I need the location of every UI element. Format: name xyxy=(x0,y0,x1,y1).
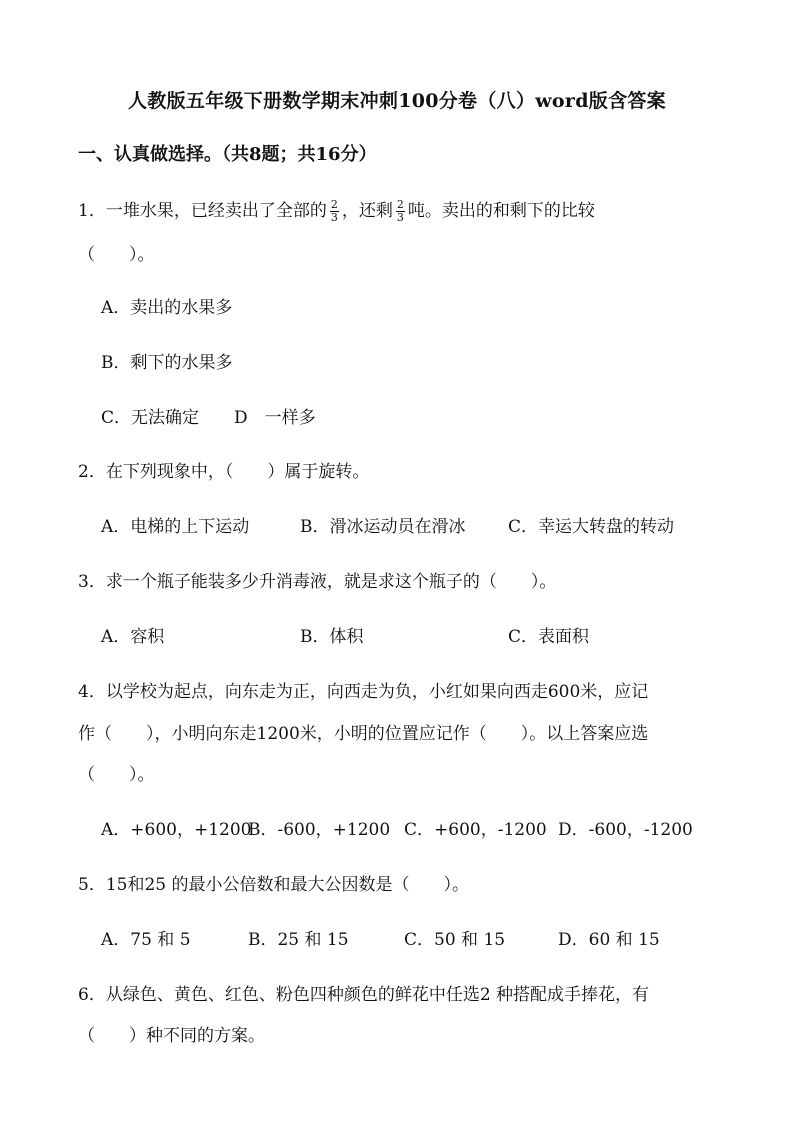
section-heading: 一、认真做选择。（共8题；共16分） xyxy=(78,144,377,165)
question-1-option-c: C．无法确定 xyxy=(101,408,200,428)
question-3-option-b: B．体积 xyxy=(300,627,364,647)
question-3-option-a: A．容积 xyxy=(101,627,165,647)
question-1-suffix: 吨。卖出的和剩下的比较 xyxy=(407,201,595,221)
question-1-option-b: B．剩下的水果多 xyxy=(101,353,233,373)
question-6-line-1: 6．从绿色、黄色、红色、粉色四种颜色的鲜花中任选2 种搭配成手捧花，有 xyxy=(78,985,650,1005)
question-4-option-d: D．-600，-1200 xyxy=(558,820,693,840)
question-6-line-2: （ ）种不同的方案。 xyxy=(78,1026,265,1046)
question-5-option-d: D．60 和 15 xyxy=(558,930,660,950)
question-2-option-a: A．电梯的上下运动 xyxy=(101,517,250,537)
question-5-option-a: A．75 和 5 xyxy=(101,930,191,950)
question-5-option-c: C．50 和 15 xyxy=(404,930,506,950)
question-1-option-d: D 一样多 xyxy=(234,408,316,428)
question-4-line-3: （ ）。 xyxy=(78,765,155,785)
document-title: 人教版五年级下册数学期末冲刺100分卷（八）word版含答案 xyxy=(128,90,666,112)
question-3-text: 3．求一个瓶子能装多少升消毒液，就是求这个瓶子的（ ）。 xyxy=(78,572,557,592)
question-4-line-1: 4．以学校为起点，向东走为正，向西走为负，小红如果向西走600米，应记 xyxy=(78,682,649,702)
question-5-option-b: B．25 和 15 xyxy=(248,930,349,950)
question-3-option-c: C．表面积 xyxy=(508,627,590,647)
question-4-line-2: 作（ ），小明向东走1200米，小明的位置应记作（ ）。以上答案应选 xyxy=(78,724,649,744)
question-1-line-1 xyxy=(78,196,595,224)
question-1-prefix: 1．一堆水果，已经卖出了全部的 xyxy=(78,201,327,221)
question-2-option-c: C．幸运大转盘的转动 xyxy=(508,517,675,537)
question-1-mid: ，还剩 xyxy=(341,201,393,221)
question-4-option-a: A．+600，+1200 xyxy=(101,820,252,840)
fraction-two-thirds-2: $\frac{2}{3}$ xyxy=(396,198,404,224)
question-1-option-a: A．卖出的水果多 xyxy=(101,298,233,318)
question-1-line-2: （ ）。 xyxy=(78,245,155,265)
question-5-text: 5．15和25 的最小公倍数和最大公因数是（ ）。 xyxy=(78,875,469,895)
question-2-option-b: B．滑冰运动员在滑冰 xyxy=(300,517,466,537)
fraction-two-thirds: $\frac{2}{3}$ xyxy=(330,198,338,224)
question-2-text: 2．在下列现象中，（ ）属于旋转。 xyxy=(78,462,370,482)
question-4-option-b: B．-600，+1200 xyxy=(248,820,391,840)
question-4-option-c: C．+600，-1200 xyxy=(404,820,547,840)
